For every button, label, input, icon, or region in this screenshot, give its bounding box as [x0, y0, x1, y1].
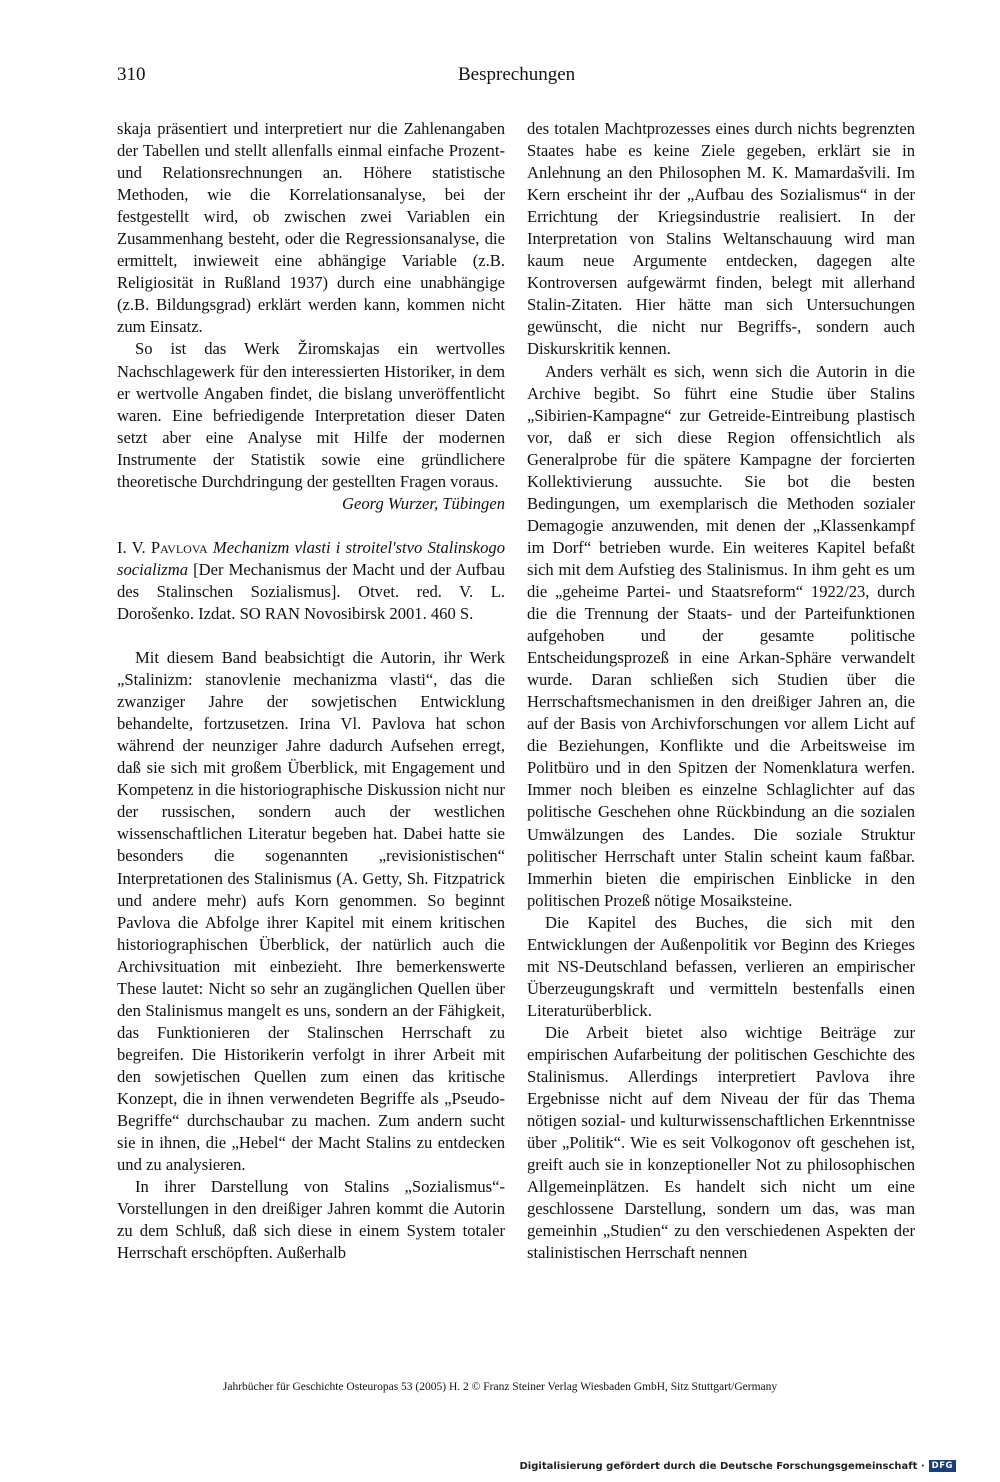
reviewer-signature: Georg Wurzer, Tübingen [341, 493, 505, 513]
review-paragraph: In ihrer Darstellung von Stalins „Sozialismus“-Vorstellungen in den dreißiger Jahren kommt die Autorin zu dem Schluß, daß sich diese in einem System totaler Herrschaft erschöpften. Außerhalb [117, 1177, 505, 1263]
digitization-note [520, 1460, 957, 1472]
dfg-logo: DFG [929, 1460, 956, 1472]
review-paragraph: Anders verhält es sich, wenn sich die Autorin in die Archive begibt. So führt eine Studie über Stalins „Sibirien-Kampagne“ zur Getreide-Eintreibung plastisch vor, daß er sich diese Region offensichtlich als Generalprobe für die spätere Kampagne der forcierten Kollektivierung aussuchte. Sie bot die besten Bedingungen, um exemplarisch die Methoden sozialer Demagogie anzuwenden, mit denen der „Klassenkampf im Dorf“ betrieben wurde. Ein weiteres Kapitel befaßt sich mit dem Aufstieg des Stalinismus. In ihm geht es um die „geheime Partei- und Staatsreform“ 1922/23, durch die die Trennung der Staats- und der Parteifunktionen aufgehoben und der gesamte politische Entscheidungsprozeß in eine Arkan-Sphäre verwandelt wurde. Daran schließen sich Studien über die Herrschaftsmechanismen in den dreißiger Jahren an, die auf der Basis von Archivforschungen vor allem Licht auf die Beziehungen, Konflikte und die Arbeitsweise im Politbüro und in den Spitzen der Nomenklatura werfen. Immer noch bleiben es einzelne Schlaglichter auf das politische Geschehen ohne Rückbindung an die sozialen Umwälzungen des Landes. Die soziale Struktur politischer Herrschaft unter Stalin scheint kaum faßbar. Immerhin bieten die empirischen Einblicke in den politischen Prozeß nötige Mosaiksteine. [527, 361, 915, 910]
review-heading [117, 537, 505, 625]
journal-footer: Jahrbücher für Geschichte Osteuropas 53 (2005) H. 2 © Franz Steiner Verlag Wiesbaden GmbH, Sitz Stuttgart/Germany [222, 1381, 778, 1393]
book-title: Mechanizm vlasti i stroitel'stvo Stalinskogo socializma [117, 537, 506, 579]
review-paragraph: Die Arbeit bietet also wichtige Beiträge zur empirischen Aufarbeitung der politischen Geschichte des Stalinismus. Allerdings interpretiert Pavlova ihre Ergebnisse nicht auf dem Niveau der für das Thema nötigen sozial- und kulturwissenschaftlichen Erkenntnisse über „Politik“. Wie es seit Volkogonov oft geschehen ist, greift auch sie in konzeptioneller Not zu philosophischen Allgemeinplätzen. Es handelt sich nicht um eine geschlossene Darstellung, sondern um das, was man gemeinhin „Studien“ zu den verschiedenen Aspekten der stalinistischen Herrschaft nennen [527, 1022, 915, 1263]
review-paragraph: So ist das Werk Žiromskajas ein wertvolles Nachschlagewerk für den interessierten Historiker, in dem er wertvolle Angaben findet, die bislang unveröffentlicht waren. Eine befriedigende Interpretation dieser Daten setzt aber eine Analyse mit Hilfe der modernen Instrumente der Statistik sowie eine gründlichere theoretische Durchdringung der gestellten Fragen voraus. [117, 339, 505, 491]
right-column [527, 118, 915, 1264]
page-header [0, 64, 1000, 94]
digitization-text: Digitalisierung gefördert durch die Deutsche Forschungsgemeinschaft · [519, 1460, 925, 1472]
book-details: [Der Mechanismus der Macht und der Aufbau des Stalinschen Sozialismus]. Otvet. red. V. L. Dorošenko. Izdat. SO RAN Novosibirsk 2001. 460 S. [117, 559, 505, 623]
page-number: 310 [117, 64, 146, 85]
review-paragraph: skaja präsentiert und interpretiert nur die Zahlenangaben der Tabellen und stellt allenfalls einmal einfache Prozent- und Relationsrechnungen an. Höhere statistische Methoden, wie die Korrelationsanalyse, bei der festgestellt wird, ob zwischen zwei Variablen ein Zusammenhang besteht, oder die Regressionsanalyse, die ermittelt, inwieweit eine abhängige Variable (z.B. Religiosität in Rußland 1937) durch eine unabhängige (z.B. Bildungsgrad) erklärt werden kann, kommen nicht zum Einsatz. [117, 119, 505, 337]
running-head: Besprechungen [458, 64, 576, 85]
review-paragraph: Mit diesem Band beabsichtigt die Autorin, ihr Werk „Stalinizm: stanovlenie mechanizma vlasti“, das die zwanziger Jahre der sowjetischen Entwicklung behandelte, fortzusetzen. Irina Vl. Pavlova hat schon während der neunziger Jahre dadurch Aufsehen erregt, daß sie sich mit großem Überblick, mit Engagement und Kompetenz in die historiographische Diskussion nicht nur der russischen, sondern auch der westlichen wissenschaftlichen Literatur begeben hat. Dabei hatte sie besonders die sogenannten „revisionistischen“ Interpretationen des Stalinismus (A. Getty, Sh. Fitzpatrick und andere mehr) aufs Korn genommen. So beginnt Pavlova die Abfolge ihrer Kapitel mit einem kritischen historiographischen Überblick, der natürlich auch die Archivsituation mit einbezieht. Ihre bemerkenswerte These lautet: Nicht so sehr an zugänglichen Quellen über den Stalinismus mangelt es uns, sondern an der Fähigkeit, das Funktionieren der Stalinschen Herrschaft zu begreifen. Die Historikerin verfolgt in ihrer Arbeit mit den sowjetischen Quellen zum einen das kritische Konzept, die in ihnen verwendeten Begriffe als „Pseudo-Begriffe“ durchschaubar zu machen. Zum andern sucht sie in ihnen, die „Hebel“ der Macht Stalins zu entdecken und zu analysieren. [117, 648, 505, 1175]
left-column [117, 118, 505, 1264]
review-paragraph: des totalen Machtprozesses eines durch nichts begrenzten Staates habe es keine Ziele gegeben, erklärt sie in Anlehnung an den Philosophen M. K. Mamardašvili. Im Kern erscheint ihr der „Aufbau des Sozialismus“ in der Errichtung der Kriegsindustrie realisiert. In der Interpretation von Stalins Weltanschauung wird man kaum neue Argumente entdecken, dagegen alte Kontroversen aufgewärmt finden, belegt mit allerhand Stalin-Zitaten. Hier hätte man sich Untersuchungen gewünscht, die nicht nur Begriffs-, sondern auch Diskurskritik kennen. [527, 119, 915, 359]
review-paragraph: Die Kapitel des Buches, die sich mit den Entwicklungen der Außenpolitik vor Beginn des Krieges mit NS-Deutschland befassen, verlieren an empirischer Überzeugungskraft und vermitteln bestenfalls einen Literaturüberblick. [527, 912, 915, 1020]
book-author: I. V. Pavlova [117, 537, 208, 557]
